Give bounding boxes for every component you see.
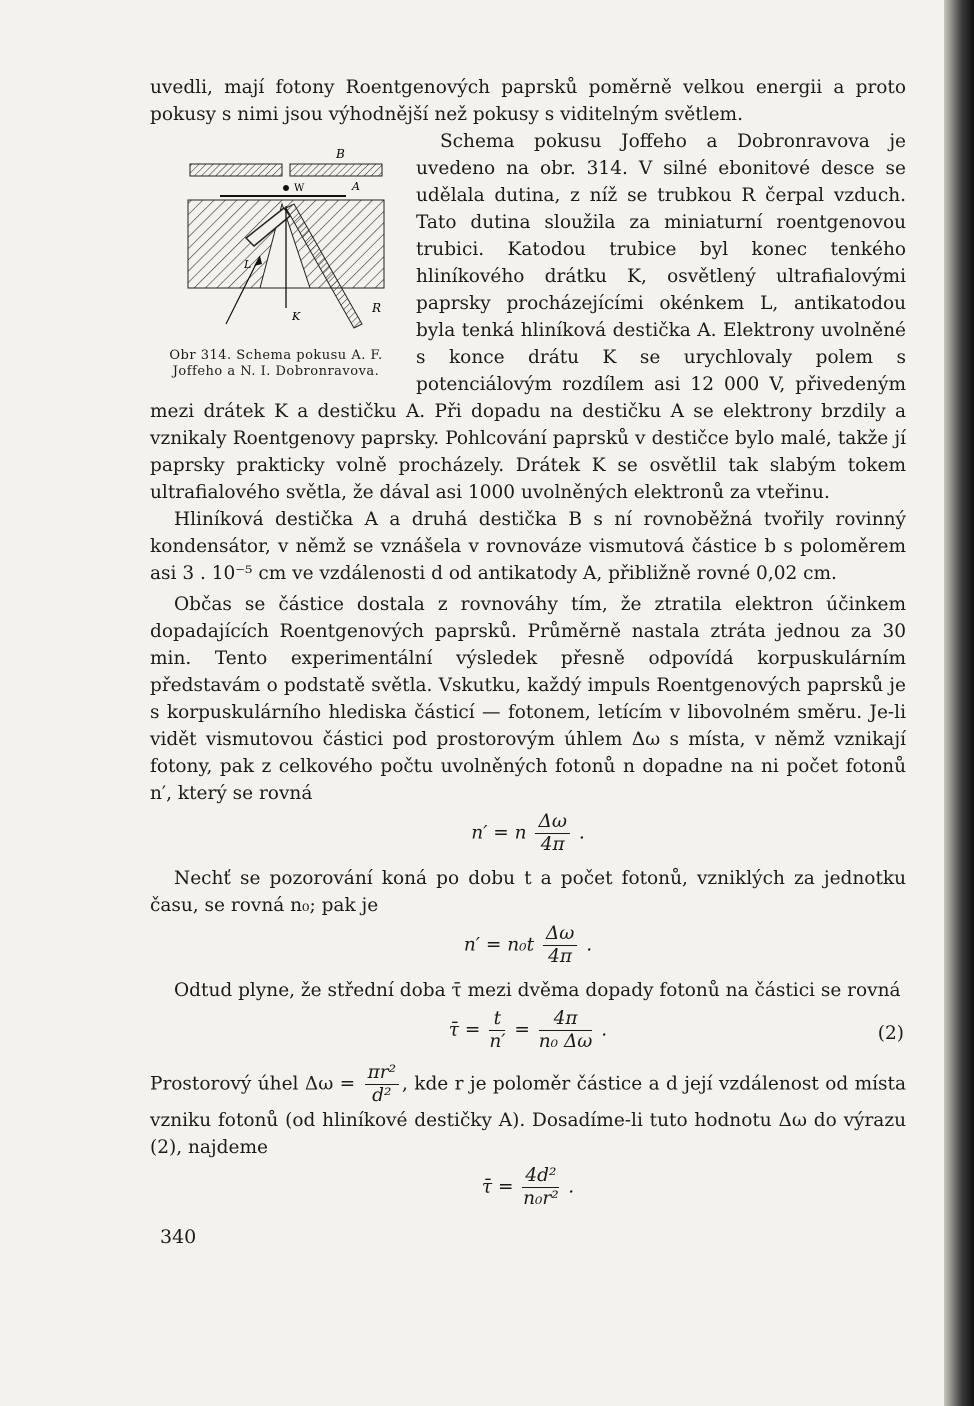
equation-5: τ̄ = $\frac{\text{4d²}}{\text{n₀r²}}$ . xyxy=(481,1165,575,1209)
page-number: 340 xyxy=(160,1226,197,1248)
label-k: K xyxy=(292,310,301,323)
plate-b-right xyxy=(290,164,382,176)
paragraph-1: uvedli, mají fotony Roentgenových paprsků poměrně velkou energii a proto pokusy s nimi jsou výhodnější než pokusy s viditelným světlem. xyxy=(150,77,906,125)
experiment-schema xyxy=(150,128,402,338)
equation-1: n′ = n $\frac{\Delta\omega}{4\pi}$ . xyxy=(471,811,585,855)
label-r: R xyxy=(372,301,382,315)
page-body xyxy=(150,74,906,1219)
equation-number: (2) xyxy=(877,1023,904,1044)
figure-caption: Obr 314. Schema pokusu A. F. Joffeho a N. I. Dobronravova. xyxy=(169,348,383,379)
label-l: L xyxy=(244,258,252,271)
solid-angle-fraction: $\frac{\text{πr²}}{\text{d²}}$ xyxy=(365,1062,399,1107)
plate-b-left xyxy=(190,164,282,176)
paragraph-5: Nechť se pozorování koná po dobu t a počet fotonů, vzniklých za jednotku času, se rovná n₀; pak je xyxy=(150,868,906,916)
paragraph-7: Prostorový úhel Δω = $\frac{\text{πr²}}{\text{d²}}$ , kde r je poloměr částice a d její vzdálenost od místa vzniku fotonů (od hliníkové destičky A). Dosadíme-li tuto hodnotu Δω do výrazu (2), najdeme xyxy=(150,1062,906,1158)
paragraph-3: Hliníková destička A a druhá destička B s ní rovnoběžná tvořily rovinný kondensátor, v němž se vznášela v rovnováze vismutová částice b s poloměrem asi 3 . 10⁻⁵ cm ve vzdálenosti d od antikatody A, přibližně rovné 0,02 cm. xyxy=(150,509,906,584)
label-a: A xyxy=(352,180,360,193)
equation-2: n′ = n₀t $\frac{\Delta\omega}{4\pi}$ . xyxy=(463,923,593,967)
label-w: W xyxy=(294,183,305,194)
paragraph-6: Odtud plyne, že střední doba τ̄ mezi dvěma dopady fotonů na částici se rovná xyxy=(174,980,901,1001)
bismuth-particle xyxy=(283,185,289,191)
paragraph-4: Občas se částice dostala z rovnováhy tím, že ztratila elektron účinkem dopadajících Roentgenových paprsků. Průměrně nastala ztráta jednou za 30 min. Tento experimentální výsledek přesně odpovídá korpuskulárním představám o podstatě světla. Vskutku, každý impuls Roentgenových paprsků je s korpuskulárního hlediska částicí — fotonem, letícím v libovolném směru. Je-li vidět vismutovou částici pod prostorovým úhlem Δω s místa, v němž vznikají fotony, pak z celkového počtu uvolněných fotonů n dopadne na ni počet fotonů n′, který se rovná xyxy=(150,594,906,804)
book-binding-shadow xyxy=(944,0,974,1406)
label-b: B xyxy=(336,147,345,161)
paragraph-2: Schema pokusu Joffeho a Dobronravova je uvedeno na obr. 314. V silné ebonitové desce se udělala dutina, z níž se trubkou R čerpal vzduch. Tato dutina sloužila za miniaturní roentgenovou trubici. Katodou trubice byl konec tenkého hliníkového drátku K, osvětlený ultrafialovými paprsky procházejícími okénkem L, antikatodou byla tenká hliníková destička A. Elektrony uvolněné s konce drátu K se urychlovaly polem s potenciálovým rozdílem asi 12 000 V, přivedeným mezi drátek K a destičku A. Při dopadu na destičku A se elektrony brzdily a vznikaly Roentgenovy paprsky. Pohlcování paprsků v destičce bylo malé, takže jí paprsky prakticky volně procházely. Drátek K se osvětlil tak slabým tokem ultrafialového světla, že dával asi 1000 uvolněných elektronů za vteřinu. xyxy=(150,131,906,503)
equation-3: τ̄ = $\frac{t}{n'}$ = $\frac{4\pi}{\text{n₀ Δω}}$ . (2) xyxy=(448,1008,904,1052)
figure-314 xyxy=(150,128,402,380)
